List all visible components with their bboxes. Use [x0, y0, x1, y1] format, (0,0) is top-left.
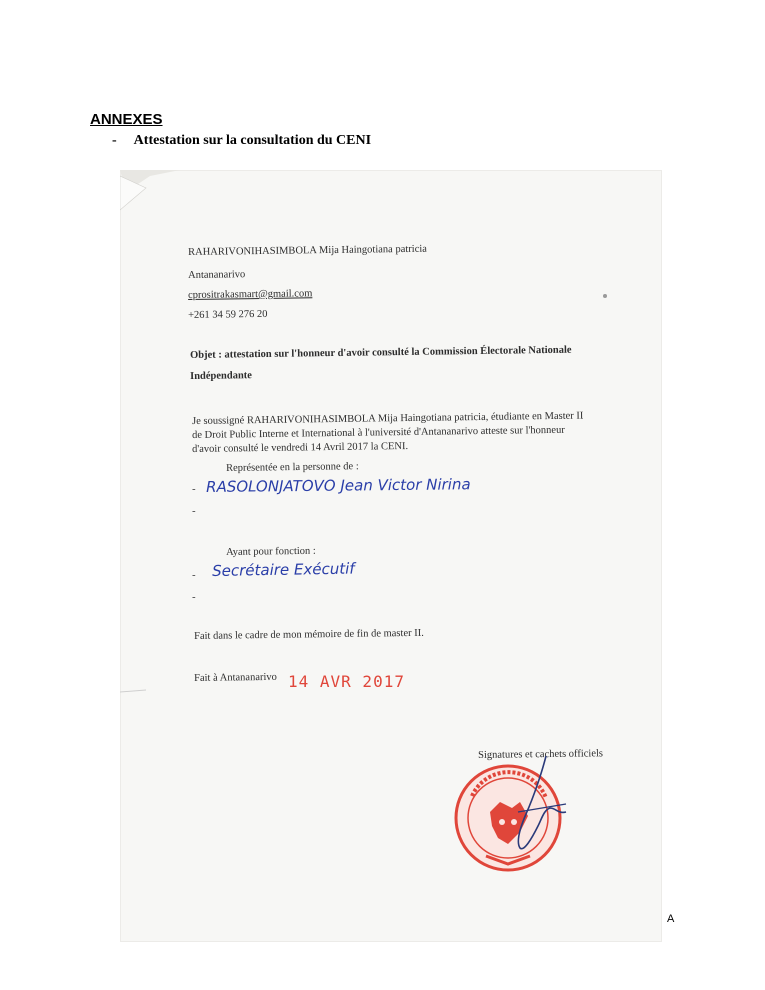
letter-body-line3: d'avoir consulté le vendredi 14 Avril 2017 la CENI. — [192, 440, 409, 455]
letter-phone: +261 34 59 276 20 — [188, 308, 268, 321]
subheading-text: Attestation sur la consultation du CENI — [133, 133, 372, 148]
done-at-label: Fait à Antananarivo — [194, 671, 277, 684]
official-seal — [446, 752, 586, 882]
signatures-label: Signatures et cachets officiels — [478, 748, 604, 761]
letter-city: Antananarivo — [188, 269, 246, 281]
letter-body-line2: de Droit Public Interne et International à l'université d'Antananarivo atteste sur l'honneur — [192, 424, 565, 441]
represented-label: Représentée en la personne de : — [226, 461, 359, 474]
dash-4: - — [192, 591, 196, 603]
handwritten-name: RASOLONJATOVO Jean Victor Nirina — [206, 475, 471, 496]
stamp-date: 14 AVR 2017 — [288, 672, 405, 691]
context-line: Fait dans le cadre de mon mémoire de fin de master II. — [194, 627, 424, 642]
letter-sender-name: RAHARIVONIHASIMBOLA Mija Haingotiana patricia — [188, 243, 427, 258]
letter-body-line1: Je soussigné RAHARIVONIHASIMBOLA Mija Haingotiana patricia, étudiante en Master II — [192, 410, 584, 427]
letter-email: cprositrakasmart@gmail.com — [188, 288, 313, 301]
page-marker: A — [667, 913, 675, 925]
dash-3: - — [192, 569, 196, 581]
annexes-heading: ANNEXES — [90, 111, 163, 128]
dash-1: - — [192, 483, 196, 495]
letter-object-line2: Indépendante — [190, 370, 253, 382]
letter-object-line1: Objet : attestation sur l'honneur d'avoir consulté la Commission Électorale Nationale — [190, 344, 572, 361]
handwritten-function: Secrétaire Exécutif — [212, 559, 355, 580]
function-label: Ayant pour fonction : — [226, 545, 316, 558]
dash-2: - — [192, 505, 196, 517]
subheading — [112, 133, 371, 149]
subheading-bullet: - — [112, 133, 117, 148]
